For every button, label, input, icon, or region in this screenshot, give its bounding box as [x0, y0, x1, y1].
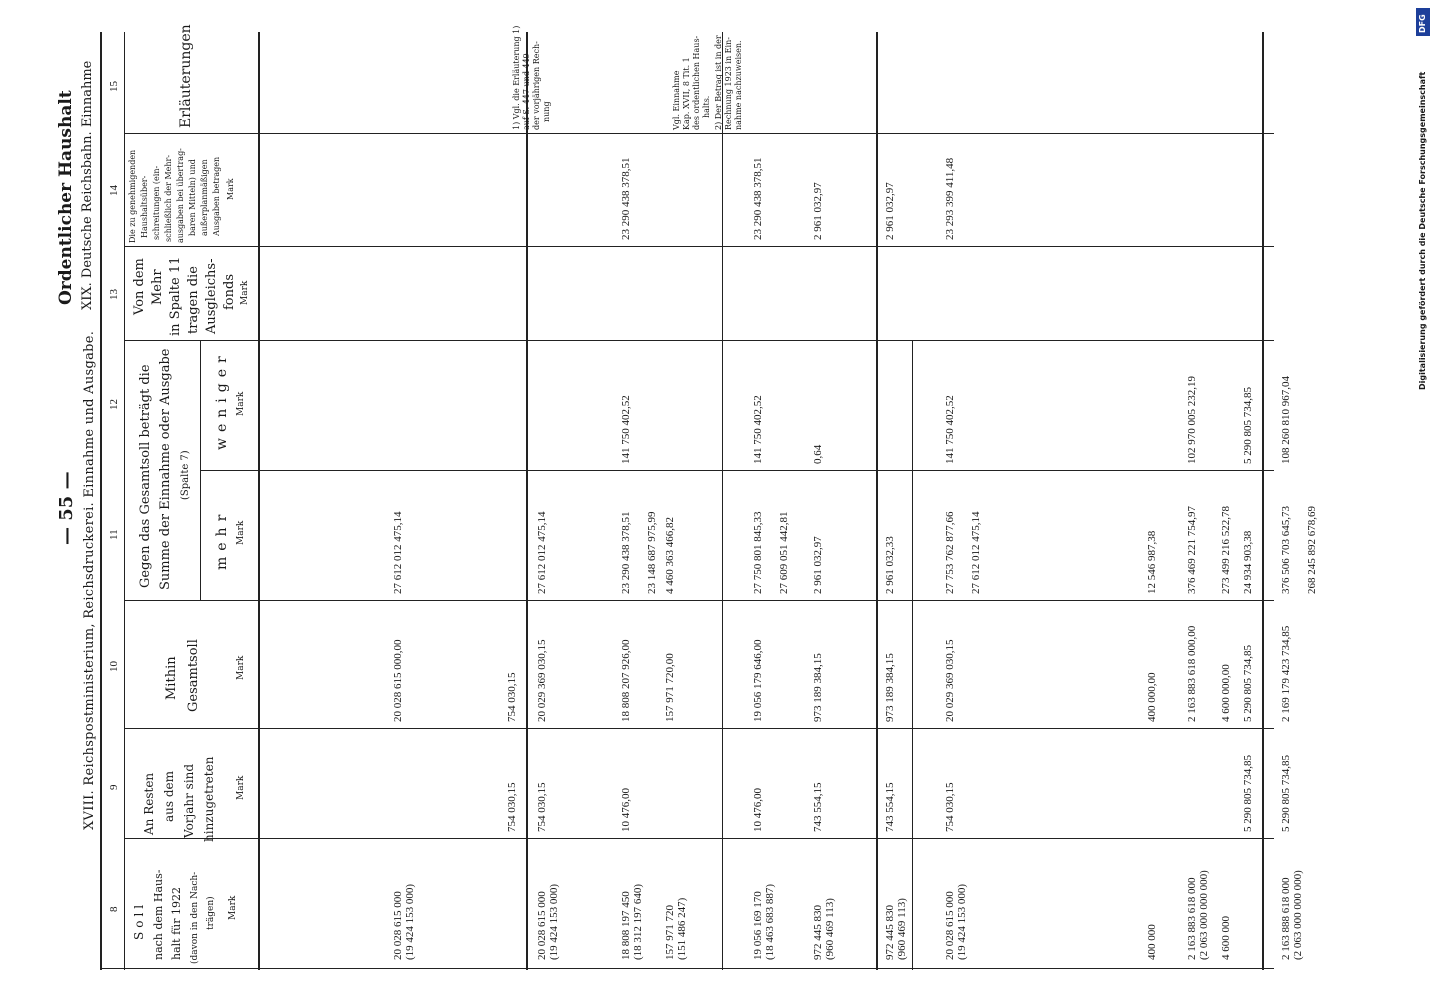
cell-c11a: 27 750 801 845,33	[752, 511, 764, 594]
col9-line-2: aus dem	[162, 770, 176, 822]
col-num-15: 15	[108, 81, 120, 92]
cell-c8a: 20 028 615 000	[392, 891, 404, 960]
cell-c11: 376 469 221 754,97	[1186, 506, 1198, 594]
cell-c8a: 4 600 000	[1220, 916, 1232, 960]
cell-c8a: 20 028 615 000	[536, 891, 548, 960]
dfg-side-note: Digitalisierung gefördert durch die Deutsche Forschungsgemeinschaft	[1418, 71, 1427, 390]
cell-c10: 2 163 883 618 000,00	[1186, 625, 1198, 722]
cell-c8b: (2 063 000 000 000)	[1292, 870, 1304, 960]
cell-c11b: 23 148 687 975,99	[646, 511, 658, 594]
col14-line-4: schließlich der Mehr-	[164, 154, 173, 242]
cell-c10: 973 189 384,15	[812, 653, 824, 722]
cell-c10: 19 056 179 646,00	[752, 639, 764, 722]
cell-c14: 23 290 438 378,51	[752, 157, 764, 240]
col14-line-8: Ausgaben betragen	[212, 156, 221, 236]
cell-c14: 23 290 438 378,51	[620, 157, 632, 240]
cell-c10: 4 600 000,00	[1220, 664, 1232, 722]
cell-c11b: 27 612 012 475,14	[970, 511, 982, 594]
cell-c8a: 972 445 830	[884, 905, 896, 960]
col12-unit: Mark	[236, 391, 246, 416]
right-title-main: Ordentlicher Haushalt	[56, 90, 76, 305]
col11-12-line-2: Summe der Einnahme oder Ausgabe	[158, 348, 173, 590]
col13-line-7: Mark	[240, 280, 250, 305]
cell-c8a: 2 163 888 618 000	[1280, 877, 1292, 960]
cell-c10: 400 000,00	[1146, 672, 1158, 722]
cell-c11a: 27 753 762 877,66	[944, 511, 956, 594]
cell-c8a: 400 000	[1146, 924, 1158, 960]
cell-c8b: (960 469 113)	[896, 898, 908, 960]
col14-line-1: Die zu genehmigenden	[128, 149, 137, 243]
cell-c11b: 268 245 892 678,69	[1306, 506, 1318, 594]
cell-c10: 20 029 369 030,15	[944, 639, 956, 722]
sep-14-15	[124, 133, 1274, 134]
cell-c8b: (18 312 197 640)	[632, 883, 644, 960]
group-sep-3	[876, 32, 878, 970]
cell-c9: 754 030,15	[536, 782, 548, 832]
sep-10-11	[124, 600, 1274, 601]
cell-c14: 23 293 399 411,48	[944, 157, 956, 240]
cell-c9: 754 030,15	[506, 782, 518, 832]
bottom-border	[100, 968, 1274, 969]
cell-c8b: (151 486 247)	[676, 897, 688, 960]
col10-line-2: Gesamtsoll	[186, 639, 201, 712]
col13-line-5: Ausgleichs-	[204, 258, 219, 334]
col8-line-5: trägen)	[206, 896, 216, 930]
col9-line-1: An Resten	[142, 772, 156, 835]
cell-c9: 5 290 805 734,85	[1280, 755, 1292, 832]
note2-line-5: 2) Der Betrag ist in der	[714, 35, 723, 130]
column-number-border	[124, 32, 125, 970]
col10-line-1: Mithin	[164, 656, 179, 700]
col9-line-4: hinzugetreten	[202, 756, 216, 842]
table-left-border	[100, 32, 102, 970]
cell-c10: 20 029 369 030,15	[536, 639, 548, 722]
cell-c8b: (19 424 153 000)	[548, 883, 560, 960]
dfg-logo-text: DFG	[1418, 14, 1427, 33]
col13-line-3: in Spalte 11	[168, 256, 183, 336]
cell-c12: 141 750 402,52	[944, 395, 956, 464]
cell-c8a: 20 028 615 000	[944, 891, 956, 960]
cell-c8b: (960 469 113)	[824, 898, 836, 960]
cell-c8a: 18 808 197 450	[620, 891, 632, 960]
cell-c12: 102 970 005 232,19	[1186, 376, 1198, 464]
page-number: — 55 —	[56, 471, 77, 545]
note1-line-2: auf S. 447 und 449	[522, 53, 531, 130]
cell-c11: 2 961 032,97	[812, 536, 824, 594]
cell-c14: 2 961 032,97	[884, 182, 896, 240]
cell-c9: 10 476,00	[752, 788, 764, 832]
cell-c12: 0,64	[812, 444, 824, 464]
cell-c8b: (2 063 000 000 000)	[1198, 870, 1210, 960]
cell-c11a: 23 290 438 378,51	[620, 511, 632, 594]
col8-line-4: (davon in den Nach-	[190, 871, 200, 964]
col14-line-3: schreitungen (ein-	[152, 165, 161, 240]
cell-c8b: (18 463 683 887)	[764, 883, 776, 960]
col14-line-7: außerplanmäßigen	[200, 159, 209, 236]
col10-line-3: Mark	[236, 655, 246, 680]
note2-line-6: Rechnung 1923 in Ein-	[724, 37, 733, 130]
right-title-sub: XIX. Deutsche Reichsbahn. Einnahme	[80, 60, 95, 310]
cell-c11b: 27 609 051 442,81	[778, 511, 790, 594]
cell-c8a: 157 971 720	[664, 905, 676, 960]
cell-c8a: 19 056 169 170	[752, 891, 764, 960]
col14-line-6: baren Mitteln) und	[188, 159, 197, 236]
note2-line-1: Vgl. Einnahme	[672, 70, 681, 130]
cell-c9: 743 554,15	[884, 782, 896, 832]
cell-c11: 27 612 012 475,14	[392, 511, 404, 594]
col11-unit: Mark	[236, 520, 246, 545]
cell-c10: 18 808 207 926,00	[620, 639, 632, 722]
col15-label: Erläuterungen	[178, 24, 194, 128]
note1-line-4: nung	[542, 101, 551, 122]
col-num-8: 8	[108, 906, 120, 912]
group-sep-1	[526, 32, 528, 970]
note1-line-1: 1) Vgl. die Erläuterung 1)	[512, 25, 521, 130]
col9-line-5: Mark	[236, 775, 246, 800]
sub-head-border	[200, 340, 201, 600]
col-num-14: 14	[108, 185, 120, 196]
cell-c11: 24 934 903,38	[1242, 530, 1254, 594]
note2-line-3: des ordentlichen Haus-	[692, 35, 701, 130]
cell-c9: 5 290 805 734,85	[1242, 755, 1254, 832]
cell-c10: 20 028 615 000,00	[392, 639, 404, 722]
note2-line-7: nahme nachzuweisen.	[734, 40, 743, 130]
cell-c10: 973 189 384,15	[884, 653, 896, 722]
col13-line-2: Mehr	[150, 269, 165, 305]
col8-line-6: Mark	[228, 895, 238, 920]
cell-c9: 754 030,15	[944, 782, 956, 832]
col13-line-4: tragen die	[186, 266, 201, 334]
cell-c10: 2 169 179 423 734,85	[1280, 625, 1292, 722]
sep-12-13	[124, 340, 1274, 341]
cell-c11a: 376 506 703 645,73	[1280, 506, 1292, 594]
sep-11-12	[200, 470, 1274, 471]
cell-c9: 10 476,00	[620, 788, 632, 832]
group-sep-2	[722, 32, 723, 970]
sep-13-14	[124, 246, 1274, 247]
cell-c10: 157 971 720,00	[664, 653, 676, 722]
sep-9-10	[124, 728, 1274, 729]
cell-c11: 27 612 012 475,14	[536, 511, 548, 594]
cell-c12: 108 260 810 967,04	[1280, 376, 1292, 464]
col8-line-3: halt für 1922	[170, 887, 183, 960]
cell-c10: 754 030,15	[506, 672, 518, 722]
cell-c12: 141 750 402,52	[620, 395, 632, 464]
cell-c11: 12 546 987,38	[1146, 530, 1158, 594]
col9-line-3: Vorjahr sind	[182, 763, 196, 838]
cell-c10: 5 290 805 734,85	[1242, 645, 1254, 722]
note2-line-2: Kap. XVII, 8 Tit. 1	[682, 57, 691, 130]
col14-line-5: ausgaben bei übertrag-	[176, 148, 185, 243]
col11-12-line-3: (Spalte 7)	[180, 450, 191, 500]
note2-line-4: halts.	[702, 95, 711, 118]
col8-line-2: nach dem Haus-	[152, 869, 165, 960]
cell-c8b: (19 424 153 000)	[956, 883, 968, 960]
col14-line-2: Haushaltsüber-	[140, 175, 149, 238]
cell-c12: 141 750 402,52	[752, 395, 764, 464]
col11-12-line-1: Gegen das Gesamtsoll beträgt die	[138, 364, 153, 588]
col11-label: mehr	[214, 508, 230, 570]
col-num-11: 11	[108, 529, 120, 540]
cell-c9: 743 554,15	[812, 782, 824, 832]
col13-line-1: Von dem	[132, 258, 147, 315]
cell-c11: 4 460 363 466,82	[664, 517, 676, 594]
left-title: XVIII. Reichspostministerium, Reichsdruckerei. Einnahme und Ausgabe.	[82, 330, 97, 830]
col-num-12: 12	[108, 399, 120, 410]
group-sep-4	[1262, 32, 1264, 970]
cell-c8a: 2 163 883 618 000	[1186, 877, 1198, 960]
col-num-9: 9	[108, 784, 120, 790]
group-sep-5	[912, 340, 913, 970]
sep-8-9	[124, 838, 1274, 839]
col8-line-1: Soll	[132, 900, 146, 940]
cell-c8a: 972 445 830	[812, 905, 824, 960]
col13-line-6: fonds	[222, 273, 237, 310]
col12-label: weniger	[214, 350, 230, 450]
header-body-border	[258, 32, 260, 970]
cell-c11: 273 499 216 522,78	[1220, 506, 1232, 594]
cell-c8b: (19 424 153 000)	[404, 883, 416, 960]
dfg-logo	[1416, 8, 1430, 36]
col-num-10: 10	[108, 661, 120, 672]
cell-c11: 2 961 032,33	[884, 536, 896, 594]
col-num-13: 13	[108, 289, 120, 300]
cell-c12: 5 290 805 734,85	[1242, 387, 1254, 464]
note1-line-3: der vorjährigen Rech-	[532, 41, 541, 130]
cell-c14: 2 961 032,97	[812, 182, 824, 240]
col14-line-9: Mark	[226, 178, 235, 200]
